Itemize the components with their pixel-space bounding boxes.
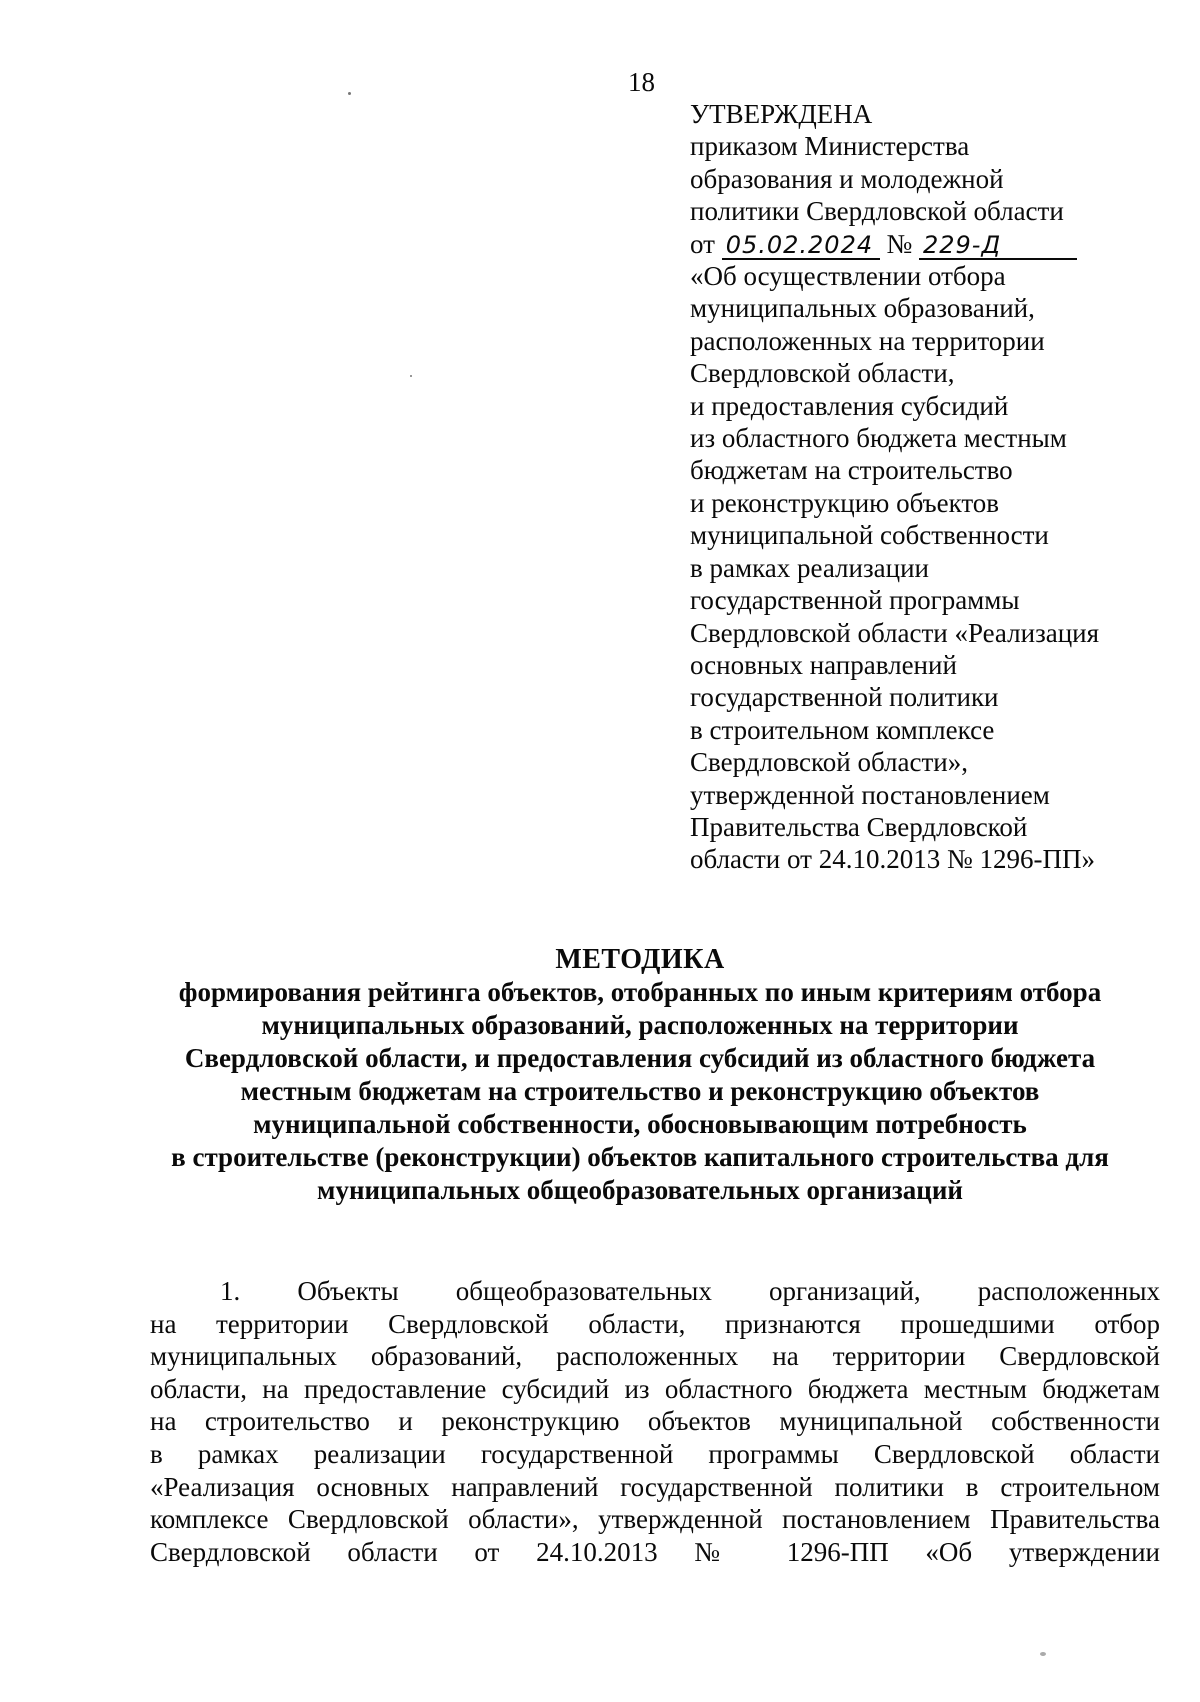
approval-line: в строительном комплексе xyxy=(690,714,995,745)
approval-line: приказом Министерства xyxy=(690,131,970,162)
paragraph-line: на строительство и реконструкцию объектов муниципальной собственности xyxy=(150,1406,1160,1437)
approval-line: Свердловской области, xyxy=(690,358,955,389)
scan-speck xyxy=(1040,1652,1046,1656)
paragraph-1 xyxy=(150,1275,1160,1568)
approval-line: муниципальных образований, xyxy=(690,293,1035,324)
title-line: в строительстве (реконструкции) объектов капитального строительства для xyxy=(171,1142,1109,1172)
approval-line: образования и молодежной xyxy=(690,163,1004,194)
scan-speck xyxy=(348,92,351,95)
paragraph-line: Свердловской области от 24.10.2013 № 1296-ПП «Об утверждении xyxy=(150,1536,1160,1567)
approval-line: основных направлений xyxy=(690,649,957,680)
approval-line: государственной политики xyxy=(690,682,999,713)
paragraph-line: «Реализация основных направлений государственной политики в строительном xyxy=(150,1471,1160,1502)
approval-line: в рамках реализации xyxy=(690,552,929,583)
page-number: 18 xyxy=(628,67,655,97)
approval-line: и реконструкцию объектов xyxy=(690,487,1000,518)
number-label: № xyxy=(886,228,913,259)
paragraph-line: 1. Объекты общеобразовательных организаций, расположенных xyxy=(220,1276,1160,1306)
paragraph-line: муниципальных образований, расположенных на территории Свердловской xyxy=(150,1341,1160,1372)
title-heading: МЕТОДИКА xyxy=(555,944,725,975)
approval-line: утвержденной постановлением xyxy=(690,779,1050,810)
approval-heading: УТВЕРЖДЕНА xyxy=(690,99,873,129)
approval-line: Свердловской области», xyxy=(690,747,968,778)
scan-speck xyxy=(410,375,412,377)
document-title xyxy=(120,943,1160,1207)
title-line: муниципальных общеобразовательных организаций xyxy=(317,1175,963,1205)
approval-line: области от 24.10.2013 № 1296-ПП» xyxy=(690,844,1095,875)
title-line: муниципальных образований, расположенных на территории xyxy=(261,1010,1019,1040)
approval-line: Правительства Свердловской xyxy=(690,811,1028,842)
title-line: муниципальной собственности, обосновывающим потребность xyxy=(253,1109,1027,1139)
approval-line: бюджетам на строительство xyxy=(690,455,1013,486)
from-label: от xyxy=(690,228,715,259)
approval-line: расположенных на территории xyxy=(690,325,1045,356)
approval-stamp-block xyxy=(690,98,1160,876)
handwritten-date: 05.02.2024 xyxy=(722,232,880,260)
approval-line: из областного бюджета местным xyxy=(690,423,1067,454)
approval-date-number-line xyxy=(690,228,1160,260)
title-line: формирования рейтинга объектов, отобранных по иным критериям отбора xyxy=(178,977,1102,1007)
title-line: местным бюджетам на строительство и реконструкцию объектов xyxy=(240,1076,1040,1106)
paragraph-line: в рамках реализации государственной программы Свердловской области xyxy=(150,1438,1160,1469)
paragraph-line: области, на предоставление субсидий из областного бюджета местным бюджетам xyxy=(150,1373,1160,1404)
approval-line: и предоставления субсидий xyxy=(690,390,1009,421)
paragraph-line: комплексе Свердловской области», утвержденной постановлением Правительства xyxy=(150,1504,1160,1535)
approval-line: политики Свердловской области xyxy=(690,196,1064,227)
title-line: Свердловской области, и предоставления субсидий из областного бюджета xyxy=(184,1043,1096,1073)
approval-line: государственной программы xyxy=(690,585,1020,616)
approval-line: Свердловской области «Реализация xyxy=(690,617,1100,648)
approval-line: «Об осуществлении отбора xyxy=(690,261,1006,292)
handwritten-order-number: 229-Д xyxy=(919,232,1077,260)
approval-line: муниципальной собственности xyxy=(690,520,1049,551)
paragraph-line: на территории Свердловской области, признаются прошедшими отбор xyxy=(150,1308,1160,1339)
